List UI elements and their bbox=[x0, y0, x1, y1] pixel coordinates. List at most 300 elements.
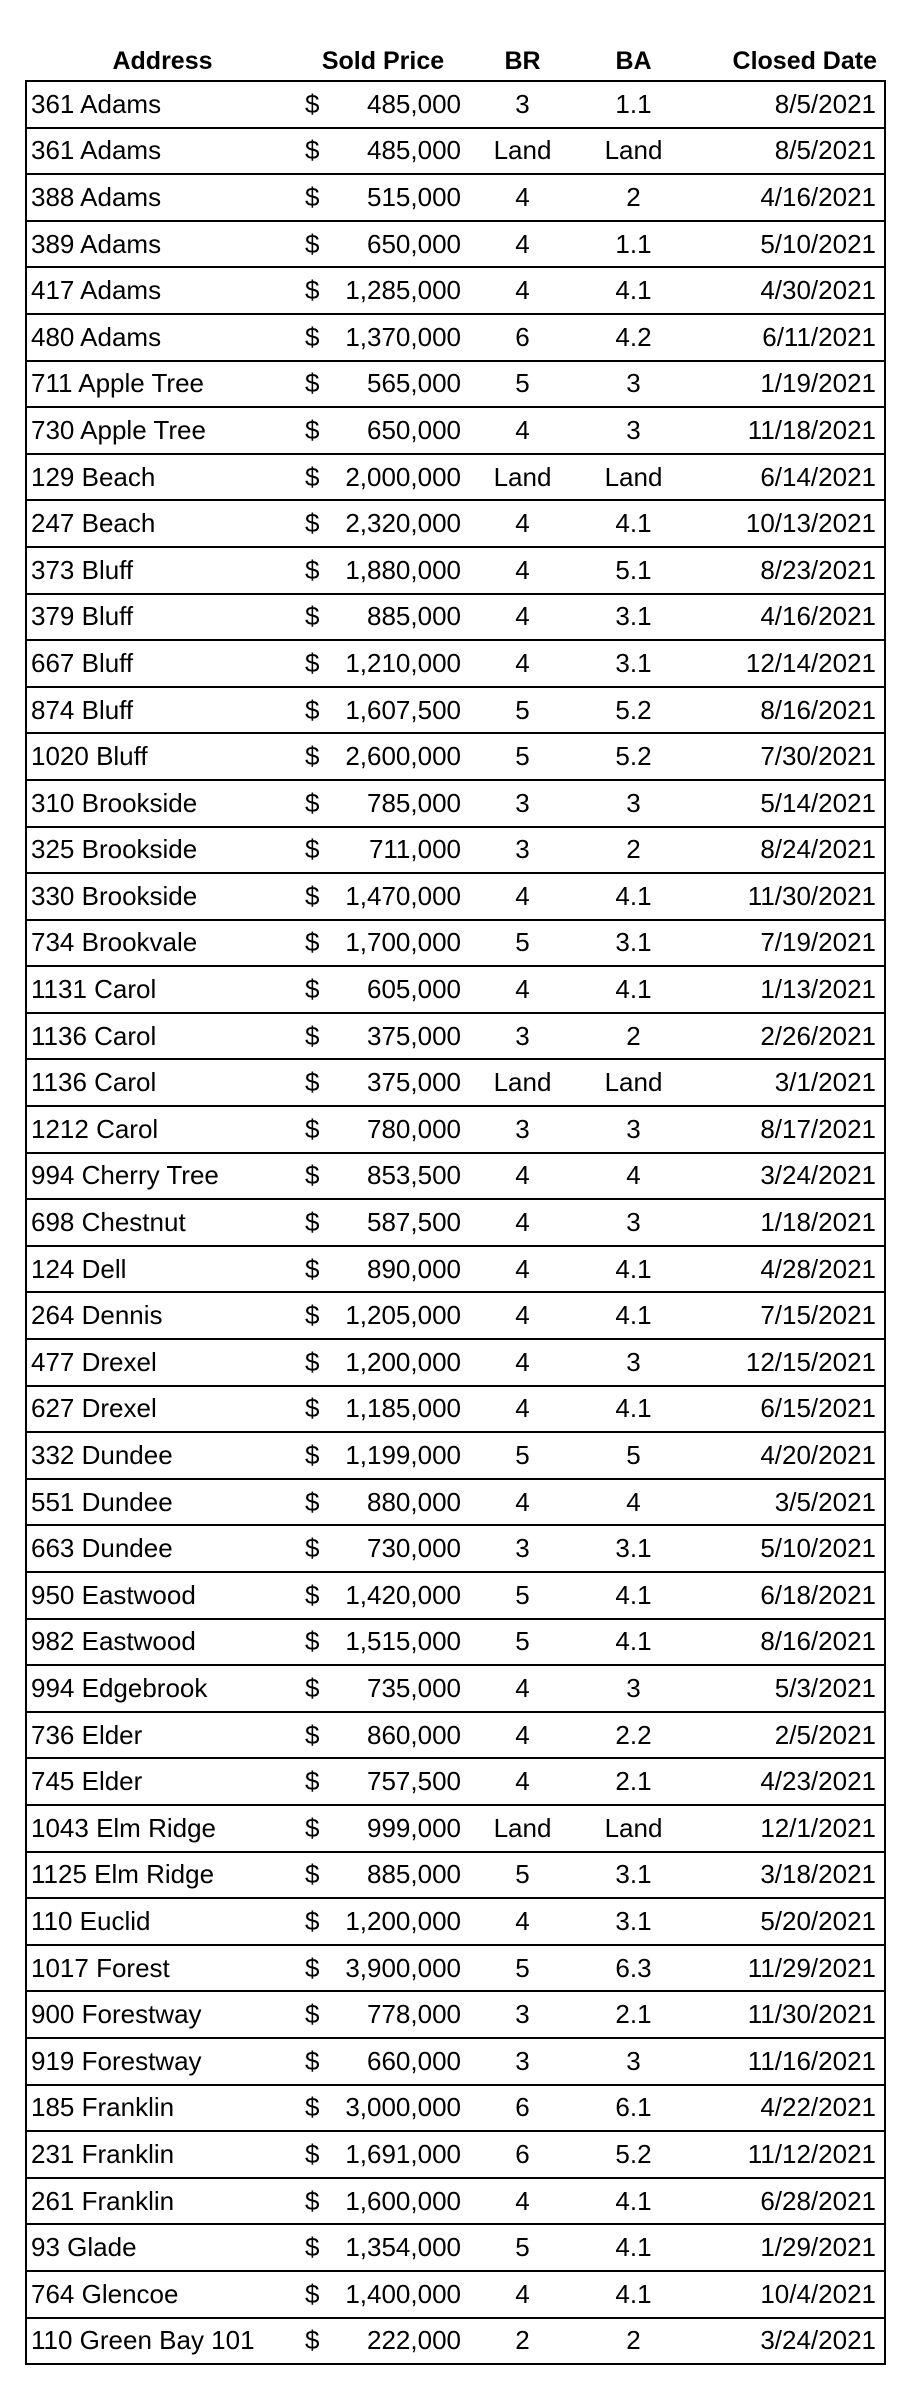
cell-sold-price bbox=[299, 1479, 467, 1526]
cell-address: 734 Brookvale bbox=[26, 920, 299, 967]
table-row bbox=[26, 221, 885, 268]
cell-address: 388 Adams bbox=[26, 174, 299, 221]
cell-sold-price bbox=[299, 547, 467, 594]
cell-closed-date: 6/11/2021 bbox=[689, 314, 885, 361]
price-value bbox=[305, 368, 461, 399]
cell-address: 110 Green Bay 101 bbox=[26, 2318, 299, 2365]
cell-address: 663 Dundee bbox=[26, 1525, 299, 1572]
price-amount: 885,000 bbox=[367, 601, 461, 632]
currency-symbol: $ bbox=[305, 508, 320, 539]
cell-address: 373 Bluff bbox=[26, 547, 299, 594]
cell-closed-date: 8/5/2021 bbox=[689, 128, 885, 175]
cell-address: 361 Adams bbox=[26, 128, 299, 175]
price-amount: 890,000 bbox=[367, 1253, 461, 1284]
cell-closed-date: 3/24/2021 bbox=[689, 2318, 885, 2365]
cell-ba: 3.1 bbox=[578, 594, 689, 641]
cell-address: 325 Brookside bbox=[26, 827, 299, 874]
cell-address: 745 Elder bbox=[26, 1758, 299, 1805]
cell-ba: 4.1 bbox=[578, 1246, 689, 1293]
cell-ba: 4.1 bbox=[578, 2224, 689, 2271]
cell-ba: 2 bbox=[578, 827, 689, 874]
cell-closed-date: 10/13/2021 bbox=[689, 500, 885, 547]
cell-ba: 3.1 bbox=[578, 920, 689, 967]
cell-br: Land bbox=[467, 128, 578, 175]
currency-symbol: $ bbox=[305, 1393, 320, 1424]
currency-symbol: $ bbox=[305, 2185, 320, 2216]
cell-sold-price bbox=[299, 1991, 467, 2038]
cell-ba: 4.1 bbox=[578, 966, 689, 1013]
cell-ba: 2 bbox=[578, 2318, 689, 2365]
cell-address: 1017 Forest bbox=[26, 1945, 299, 1992]
table-row bbox=[26, 733, 885, 780]
cell-br: 4 bbox=[467, 1758, 578, 1805]
currency-symbol: $ bbox=[305, 88, 320, 119]
cell-br: Land bbox=[467, 1059, 578, 1106]
cell-ba: 4.1 bbox=[578, 1292, 689, 1339]
cell-ba: 4.1 bbox=[578, 873, 689, 920]
cell-address: 1136 Carol bbox=[26, 1013, 299, 1060]
cell-sold-price bbox=[299, 1712, 467, 1759]
cell-address: 730 Apple Tree bbox=[26, 407, 299, 454]
price-amount: 1,370,000 bbox=[345, 321, 461, 352]
price-amount: 1,210,000 bbox=[345, 647, 461, 678]
price-amount: 885,000 bbox=[367, 1859, 461, 1890]
header-row bbox=[26, 36, 885, 81]
cell-br: 4 bbox=[467, 640, 578, 687]
cell-address: 1136 Carol bbox=[26, 1059, 299, 1106]
cell-sold-price bbox=[299, 1013, 467, 1060]
price-amount: 515,000 bbox=[367, 181, 461, 212]
cell-sold-price bbox=[299, 128, 467, 175]
cell-address: 1212 Carol bbox=[26, 1106, 299, 1153]
table-row bbox=[26, 1619, 885, 1666]
cell-ba: 5.2 bbox=[578, 733, 689, 780]
cell-closed-date: 8/24/2021 bbox=[689, 827, 885, 874]
cell-br: 3 bbox=[467, 1525, 578, 1572]
price-value bbox=[305, 927, 461, 958]
cell-br: 5 bbox=[467, 1432, 578, 1479]
cell-br: 3 bbox=[467, 780, 578, 827]
header-sold-price: Sold Price bbox=[321, 47, 445, 75]
cell-address: 261 Franklin bbox=[26, 2178, 299, 2225]
cell-br: 5 bbox=[467, 1619, 578, 1666]
cell-br: 4 bbox=[467, 1665, 578, 1712]
currency-symbol: $ bbox=[305, 694, 320, 725]
currency-symbol: $ bbox=[305, 1766, 320, 1797]
cell-closed-date: 4/23/2021 bbox=[689, 1758, 885, 1805]
cell-closed-date: 4/16/2021 bbox=[689, 594, 885, 641]
price-value bbox=[305, 2092, 461, 2123]
currency-symbol: $ bbox=[305, 1672, 320, 1703]
cell-address: 994 Cherry Tree bbox=[26, 1153, 299, 1200]
table-row bbox=[26, 1665, 885, 1712]
cell-sold-price bbox=[299, 1665, 467, 1712]
currency-symbol: $ bbox=[305, 834, 320, 865]
table-row bbox=[26, 128, 885, 175]
cell-ba: 4.2 bbox=[578, 314, 689, 361]
currency-symbol: $ bbox=[305, 2092, 320, 2123]
cell-closed-date: 8/16/2021 bbox=[689, 1619, 885, 1666]
cell-closed-date: 3/1/2021 bbox=[689, 1059, 885, 1106]
table-row bbox=[26, 594, 885, 641]
price-amount: 1,470,000 bbox=[345, 880, 461, 911]
cell-closed-date: 10/4/2021 bbox=[689, 2271, 885, 2318]
cell-sold-price bbox=[299, 1199, 467, 1246]
cell-address: 310 Brookside bbox=[26, 780, 299, 827]
currency-symbol: $ bbox=[305, 787, 320, 818]
table-header bbox=[26, 36, 885, 81]
cell-br: 5 bbox=[467, 687, 578, 734]
cell-address: 93 Glade bbox=[26, 2224, 299, 2271]
price-amount: 1,515,000 bbox=[345, 1626, 461, 1657]
cell-br: 4 bbox=[467, 221, 578, 268]
cell-ba: 4.1 bbox=[578, 500, 689, 547]
currency-symbol: $ bbox=[305, 1486, 320, 1517]
cell-sold-price bbox=[299, 2085, 467, 2132]
sales-table bbox=[25, 36, 886, 2365]
cell-br: 5 bbox=[467, 1945, 578, 1992]
cell-br: 5 bbox=[467, 361, 578, 408]
cell-br: 2 bbox=[467, 2318, 578, 2365]
cell-address: 389 Adams bbox=[26, 221, 299, 268]
cell-ba: 4.1 bbox=[578, 2178, 689, 2225]
cell-ba: 3 bbox=[578, 407, 689, 454]
cell-ba: 3 bbox=[578, 2038, 689, 2085]
price-amount: 3,000,000 bbox=[345, 2092, 461, 2123]
cell-address: 1020 Bluff bbox=[26, 733, 299, 780]
cell-address: 994 Edgebrook bbox=[26, 1665, 299, 1712]
currency-symbol: $ bbox=[305, 228, 320, 259]
cell-br: 4 bbox=[467, 407, 578, 454]
header-address: Address bbox=[112, 47, 213, 75]
table-row bbox=[26, 873, 885, 920]
cell-address: 711 Apple Tree bbox=[26, 361, 299, 408]
currency-symbol: $ bbox=[305, 135, 320, 166]
cell-sold-price bbox=[299, 1758, 467, 1805]
cell-address: 982 Eastwood bbox=[26, 1619, 299, 1666]
price-value bbox=[305, 1906, 461, 1937]
price-value bbox=[305, 1487, 461, 1518]
cell-closed-date: 4/22/2021 bbox=[689, 2085, 885, 2132]
cell-br: 5 bbox=[467, 2224, 578, 2271]
cell-br: 4 bbox=[467, 1386, 578, 1433]
cell-sold-price bbox=[299, 81, 467, 128]
cell-sold-price bbox=[299, 2318, 467, 2365]
price-value bbox=[305, 1720, 461, 1751]
cell-ba: 3.1 bbox=[578, 1525, 689, 1572]
currency-symbol: $ bbox=[305, 2045, 320, 2076]
price-value bbox=[305, 135, 461, 166]
cell-br: 4 bbox=[467, 1479, 578, 1526]
cell-ba: Land bbox=[578, 454, 689, 501]
cell-address: 231 Franklin bbox=[26, 2131, 299, 2178]
table-row bbox=[26, 1339, 885, 1386]
cell-closed-date: 11/29/2021 bbox=[689, 1945, 885, 1992]
cell-br: 4 bbox=[467, 2178, 578, 2225]
price-amount: 757,500 bbox=[367, 1766, 461, 1797]
price-value bbox=[305, 89, 461, 120]
cell-address: 1125 Elm Ridge bbox=[26, 1852, 299, 1899]
price-value bbox=[305, 1859, 461, 1890]
currency-symbol: $ bbox=[305, 1253, 320, 1284]
cell-sold-price bbox=[299, 920, 467, 967]
currency-symbol: $ bbox=[305, 1952, 320, 1983]
cell-address: 185 Franklin bbox=[26, 2085, 299, 2132]
price-amount: 1,285,000 bbox=[345, 275, 461, 306]
price-value bbox=[305, 1207, 461, 1238]
currency-symbol: $ bbox=[305, 1859, 320, 1890]
cell-closed-date: 2/26/2021 bbox=[689, 1013, 885, 1060]
price-value bbox=[305, 182, 461, 213]
currency-symbol: $ bbox=[305, 1533, 320, 1564]
cell-br: 4 bbox=[467, 174, 578, 221]
price-value bbox=[305, 1580, 461, 1611]
table-body bbox=[26, 81, 885, 2364]
cell-closed-date: 11/18/2021 bbox=[689, 407, 885, 454]
price-amount: 587,500 bbox=[367, 1207, 461, 1238]
price-amount: 565,000 bbox=[367, 368, 461, 399]
cell-ba: 3 bbox=[578, 780, 689, 827]
cell-closed-date: 11/12/2021 bbox=[689, 2131, 885, 2178]
cell-ba: 4 bbox=[578, 1479, 689, 1526]
price-value bbox=[305, 1160, 461, 1191]
cell-closed-date: 6/15/2021 bbox=[689, 1386, 885, 1433]
cell-ba: 4.1 bbox=[578, 1572, 689, 1619]
price-amount: 485,000 bbox=[367, 135, 461, 166]
currency-symbol: $ bbox=[305, 1812, 320, 1843]
price-value bbox=[305, 275, 461, 306]
price-value bbox=[305, 1254, 461, 1285]
currency-symbol: $ bbox=[305, 1020, 320, 1051]
price-value bbox=[305, 881, 461, 912]
table-row bbox=[26, 314, 885, 361]
cell-ba: 6.3 bbox=[578, 1945, 689, 1992]
cell-sold-price bbox=[299, 2271, 467, 2318]
currency-symbol: $ bbox=[305, 2232, 320, 2263]
price-value bbox=[305, 2232, 461, 2263]
cell-closed-date: 12/14/2021 bbox=[689, 640, 885, 687]
price-amount: 999,000 bbox=[367, 1812, 461, 1843]
price-value bbox=[305, 1813, 461, 1844]
cell-address: 332 Dundee bbox=[26, 1432, 299, 1479]
cell-ba: 4.1 bbox=[578, 2271, 689, 2318]
price-amount: 1,200,000 bbox=[345, 1905, 461, 1936]
cell-closed-date: 8/16/2021 bbox=[689, 687, 885, 734]
price-value bbox=[305, 834, 461, 865]
cell-ba: 4.1 bbox=[578, 1619, 689, 1666]
cell-br: 5 bbox=[467, 733, 578, 780]
cell-closed-date: 5/3/2021 bbox=[689, 1665, 885, 1712]
price-amount: 660,000 bbox=[367, 2045, 461, 2076]
cell-closed-date: 1/13/2021 bbox=[689, 966, 885, 1013]
price-amount: 605,000 bbox=[367, 974, 461, 1005]
table-row bbox=[26, 1386, 885, 1433]
currency-symbol: $ bbox=[305, 1067, 320, 1098]
table-row bbox=[26, 1945, 885, 1992]
price-amount: 778,000 bbox=[367, 1999, 461, 2030]
price-amount: 853,500 bbox=[367, 1160, 461, 1191]
currency-symbol: $ bbox=[305, 461, 320, 492]
cell-closed-date: 11/16/2021 bbox=[689, 2038, 885, 2085]
currency-symbol: $ bbox=[305, 1300, 320, 1331]
currency-symbol: $ bbox=[305, 1999, 320, 2030]
cell-sold-price bbox=[299, 827, 467, 874]
cell-ba: 5.1 bbox=[578, 547, 689, 594]
price-value bbox=[305, 2139, 461, 2170]
cell-br: 4 bbox=[467, 1199, 578, 1246]
price-value bbox=[305, 1021, 461, 1052]
cell-closed-date: 12/1/2021 bbox=[689, 1805, 885, 1852]
cell-closed-date: 5/10/2021 bbox=[689, 1525, 885, 1572]
header-ba: BA bbox=[615, 47, 652, 75]
cell-ba: 4 bbox=[578, 1153, 689, 1200]
cell-sold-price bbox=[299, 2131, 467, 2178]
table-row bbox=[26, 174, 885, 221]
cell-ba: 3 bbox=[578, 361, 689, 408]
cell-br: 3 bbox=[467, 2038, 578, 2085]
currency-symbol: $ bbox=[305, 2325, 320, 2356]
cell-closed-date: 3/18/2021 bbox=[689, 1852, 885, 1899]
cell-closed-date: 5/10/2021 bbox=[689, 221, 885, 268]
price-value bbox=[305, 555, 461, 586]
price-amount: 785,000 bbox=[367, 787, 461, 818]
cell-address: 477 Drexel bbox=[26, 1339, 299, 1386]
price-amount: 1,700,000 bbox=[345, 927, 461, 958]
price-value bbox=[305, 1673, 461, 1704]
currency-symbol: $ bbox=[305, 1626, 320, 1657]
price-amount: 1,600,000 bbox=[345, 2185, 461, 2216]
price-value bbox=[305, 1533, 461, 1564]
cell-closed-date: 1/19/2021 bbox=[689, 361, 885, 408]
table-row bbox=[26, 2271, 885, 2318]
cell-sold-price bbox=[299, 500, 467, 547]
price-amount: 711,000 bbox=[368, 834, 461, 865]
cell-sold-price bbox=[299, 1805, 467, 1852]
cell-sold-price bbox=[299, 966, 467, 1013]
table-row bbox=[26, 1246, 885, 1293]
currency-symbol: $ bbox=[305, 1440, 320, 1471]
price-amount: 1,420,000 bbox=[345, 1579, 461, 1610]
cell-address: 874 Bluff bbox=[26, 687, 299, 734]
currency-symbol: $ bbox=[305, 974, 320, 1005]
currency-symbol: $ bbox=[305, 1207, 320, 1238]
cell-ba: 3.1 bbox=[578, 1898, 689, 1945]
cell-sold-price bbox=[299, 1432, 467, 1479]
price-amount: 650,000 bbox=[367, 228, 461, 259]
price-amount: 1,607,500 bbox=[345, 694, 461, 725]
cell-sold-price bbox=[299, 1106, 467, 1153]
cell-ba: 5 bbox=[578, 1432, 689, 1479]
table-row bbox=[26, 81, 885, 128]
cell-closed-date: 12/15/2021 bbox=[689, 1339, 885, 1386]
cell-br: 4 bbox=[467, 267, 578, 314]
cell-ba: Land bbox=[578, 1805, 689, 1852]
cell-sold-price bbox=[299, 1292, 467, 1339]
cell-ba: 4.1 bbox=[578, 1386, 689, 1433]
price-amount: 1,880,000 bbox=[345, 554, 461, 585]
table-row bbox=[26, 1805, 885, 1852]
price-value bbox=[305, 1393, 461, 1424]
cell-br: 4 bbox=[467, 2271, 578, 2318]
cell-sold-price bbox=[299, 1619, 467, 1666]
cell-address: 124 Dell bbox=[26, 1246, 299, 1293]
price-amount: 485,000 bbox=[367, 88, 461, 119]
price-value bbox=[305, 415, 461, 446]
cell-sold-price bbox=[299, 2224, 467, 2271]
cell-address: 736 Elder bbox=[26, 1712, 299, 1759]
currency-symbol: $ bbox=[305, 647, 320, 678]
table-row bbox=[26, 780, 885, 827]
cell-address: 1043 Elm Ridge bbox=[26, 1805, 299, 1852]
cell-ba: Land bbox=[578, 1059, 689, 1106]
table-row bbox=[26, 1898, 885, 1945]
cell-br: 6 bbox=[467, 2085, 578, 2132]
price-amount: 735,000 bbox=[367, 1672, 461, 1703]
cell-br: Land bbox=[467, 454, 578, 501]
cell-sold-price bbox=[299, 594, 467, 641]
cell-sold-price bbox=[299, 640, 467, 687]
price-value bbox=[305, 1626, 461, 1657]
price-amount: 730,000 bbox=[367, 1533, 461, 1564]
currency-symbol: $ bbox=[305, 1719, 320, 1750]
cell-closed-date: 5/14/2021 bbox=[689, 780, 885, 827]
cell-br: 4 bbox=[467, 500, 578, 547]
cell-ba: 3 bbox=[578, 1339, 689, 1386]
table-row bbox=[26, 547, 885, 594]
cell-closed-date: 8/17/2021 bbox=[689, 1106, 885, 1153]
cell-closed-date: 1/29/2021 bbox=[689, 2224, 885, 2271]
cell-address: 361 Adams bbox=[26, 81, 299, 128]
table-row bbox=[26, 966, 885, 1013]
cell-closed-date: 5/20/2021 bbox=[689, 1898, 885, 1945]
cell-closed-date: 7/19/2021 bbox=[689, 920, 885, 967]
cell-br: 5 bbox=[467, 1852, 578, 1899]
table-row bbox=[26, 500, 885, 547]
price-value bbox=[305, 648, 461, 679]
price-value bbox=[305, 1067, 461, 1098]
cell-br: 4 bbox=[467, 594, 578, 641]
cell-address: 764 Glencoe bbox=[26, 2271, 299, 2318]
currency-symbol: $ bbox=[305, 2138, 320, 2169]
table-row bbox=[26, 640, 885, 687]
cell-closed-date: 8/5/2021 bbox=[689, 81, 885, 128]
cell-sold-price bbox=[299, 2178, 467, 2225]
price-amount: 1,185,000 bbox=[345, 1393, 461, 1424]
currency-symbol: $ bbox=[305, 1905, 320, 1936]
cell-ba: 2.2 bbox=[578, 1712, 689, 1759]
price-amount: 2,320,000 bbox=[345, 508, 461, 539]
table-row bbox=[26, 1572, 885, 1619]
cell-sold-price bbox=[299, 174, 467, 221]
cell-address: 264 Dennis bbox=[26, 1292, 299, 1339]
cell-sold-price bbox=[299, 221, 467, 268]
cell-address: 247 Beach bbox=[26, 500, 299, 547]
price-amount: 1,354,000 bbox=[345, 2232, 461, 2263]
price-value bbox=[305, 322, 461, 353]
cell-closed-date: 3/24/2021 bbox=[689, 1153, 885, 1200]
price-value bbox=[305, 1953, 461, 1984]
cell-br: 4 bbox=[467, 547, 578, 594]
currency-symbol: $ bbox=[305, 1346, 320, 1377]
cell-sold-price bbox=[299, 1852, 467, 1899]
cell-ba: 2 bbox=[578, 1013, 689, 1060]
table-row bbox=[26, 1991, 885, 2038]
currency-symbol: $ bbox=[305, 927, 320, 958]
table-row bbox=[26, 454, 885, 501]
cell-address: 129 Beach bbox=[26, 454, 299, 501]
cell-address: 110 Euclid bbox=[26, 1898, 299, 1945]
cell-br: 4 bbox=[467, 1712, 578, 1759]
